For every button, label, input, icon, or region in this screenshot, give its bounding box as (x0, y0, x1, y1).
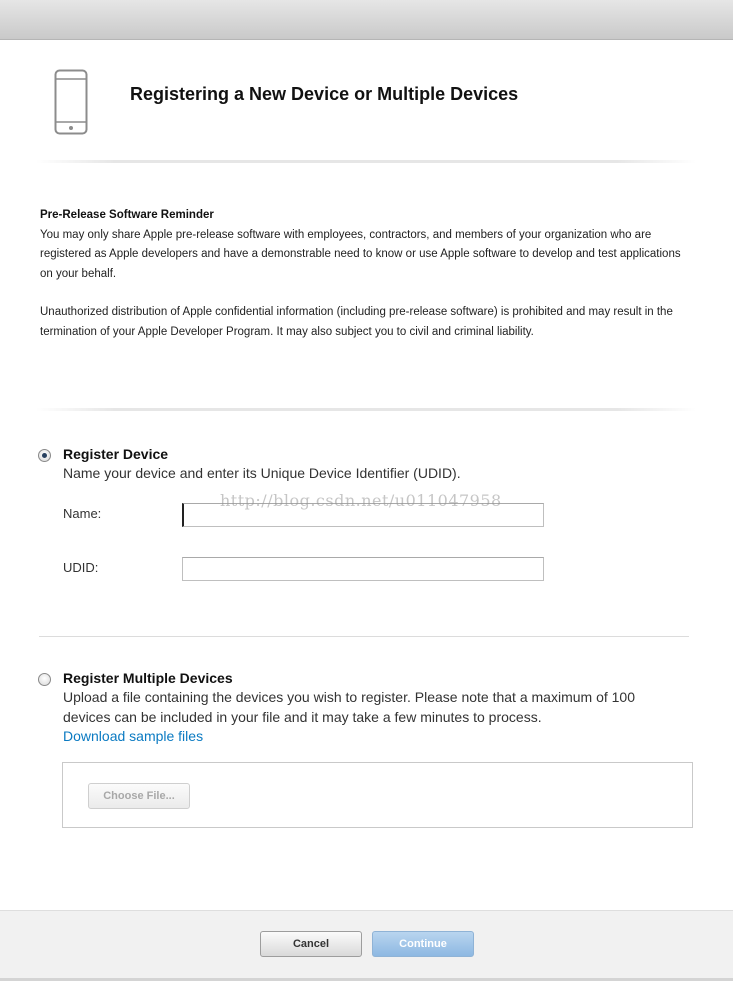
prerelease-reminder (40, 206, 690, 342)
reminder-paragraph-2: Unauthorized distribution of Apple confidential information (including pre-release software) is prohibited and may result in the termination of your Apple Developer Program. It may also subject you to civil and criminal liability. (40, 306, 673, 338)
device-name-input[interactable] (182, 503, 544, 527)
download-sample-files-link[interactable]: Download sample files (63, 728, 204, 744)
register-device-radio[interactable] (38, 449, 51, 462)
register-device-description: Name your device and enter its Unique Device Identifier (UDID). (63, 465, 461, 481)
page-title: Registering a New Device or Multiple Devices (130, 84, 519, 104)
choose-file-button[interactable]: Choose File... (88, 783, 190, 809)
register-multiple-radio[interactable] (38, 673, 51, 686)
window-top-bar (0, 0, 733, 40)
reminder-title: Pre-Release Software Reminder (40, 209, 214, 221)
cancel-button[interactable]: Cancel (260, 931, 362, 957)
register-device-title: Register Device (63, 446, 169, 462)
register-multiple-title: Register Multiple Devices (63, 670, 233, 686)
continue-button[interactable]: Continue (372, 931, 474, 957)
watermark-text: http://blog.csdn.net/u011047958 (220, 491, 502, 510)
udid-label: UDID: (63, 560, 99, 575)
header-separator (36, 160, 696, 163)
footer-bar (0, 910, 733, 981)
register-multiple-description: Upload a file containing the devices you wish to register. Please note that a maximum of 100 devices can be included in your file and it may take a few minutes to process. (63, 689, 635, 725)
radio-selected-dot (42, 453, 47, 458)
name-label: Name: (63, 506, 102, 521)
reminder-separator (36, 408, 696, 411)
iphone-outline-icon (54, 69, 88, 135)
section-divider (39, 636, 689, 637)
udid-input[interactable] (182, 557, 544, 581)
reminder-paragraph-1: You may only share Apple pre-release software with employees, contractors, and members of your organization who are registered as Apple developers and have a demonstrable need to know or use Apple software to develop and test applications on your behalf. (40, 228, 681, 280)
